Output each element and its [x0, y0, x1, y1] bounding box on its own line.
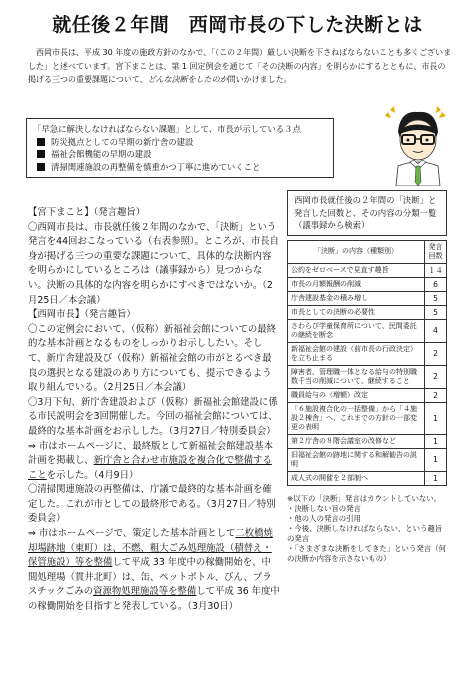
table-row [288, 342, 447, 365]
note-line: ※以下の「決断」発言はカウントしていない。 [287, 493, 442, 503]
table-row [288, 448, 447, 471]
row-label: 市長としての決断の必要性 [288, 305, 425, 319]
square-bullet-icon [37, 163, 45, 171]
text-span: して平成 33 年度中の稼働開始を、中間処理場（貫井北町）は、缶、ペットボトル、びん、プラスチックごみの [28, 557, 272, 598]
row-label: さわらび学童保育所について、民間委託の継続を断念 [288, 319, 425, 342]
row-label: 市長の月額報酬の削減 [288, 277, 425, 291]
note-line: ・今後、決断しなければならない、という趣旨の発言 [287, 523, 443, 543]
text-span: ⇒ 市はホームページで、策定した基本計画として [28, 528, 236, 540]
text-span: して平成 36 年度中の稼働開始を目指すと発表している。（3月30日） [28, 586, 280, 613]
dialogue-paragraph: 〇3月下旬、新庁舎建設および（仮称）新福祉会館建設に係る市民説明会を3回開催した。今回の福祉会館については、最終的な基本計画をお示しした。（3月27日／特別委員会） [28, 396, 278, 437]
dialogue-paragraph: 〇この定例会において、（仮称）新福祉会館についての最終的な基本計画となるものをしっかりお示ししたい。そして、新庁舎建設及び（仮称）新福祉会館の市がとるべき最良の選択となる建設のあり方についても、提示できるよう取り組んでいる。（2月25日／本会議） [28, 323, 277, 394]
row-count: １４ [425, 263, 447, 277]
table-row [288, 402, 447, 434]
table-row [288, 319, 447, 342]
summary-item [33, 148, 327, 161]
note-line: ・他の人の発言の引用 [287, 513, 361, 523]
table-row [288, 434, 447, 448]
page-title: 就任後２年間 西岡市長の下した決断とは [52, 14, 423, 36]
row-count: 2 [425, 342, 447, 365]
square-bullet-icon [37, 150, 45, 158]
table-row [288, 305, 447, 319]
intro-text-end: 問いかけました。 [227, 75, 292, 84]
dialogue-paragraph [28, 440, 280, 484]
row-count: 1 [425, 448, 447, 471]
row-label: 新福祉会館の建設（前市長の行政決定）を立ち止まる [288, 342, 425, 365]
decision-table-column [287, 190, 447, 564]
summary-item-text: 清掃関連施設の再整備を慎重かつ丁寧に進めていくこと [51, 161, 261, 172]
square-bullet-icon [37, 138, 45, 146]
table-row [288, 277, 447, 291]
summary-item-text: 福祉会館機能の早期の建設 [51, 149, 152, 159]
row-count: 1 [425, 471, 447, 485]
row-count: 1 [425, 434, 447, 448]
row-label: 障害者、管理職一体となる給与の特別職数千当の削減について、継続すること [288, 365, 425, 388]
summary-item [33, 136, 327, 149]
note-line: ・「さまざまな決断をしてきた」という発言（何の決断か内容を示さないもの） [287, 543, 446, 563]
row-count: 4 [425, 319, 447, 342]
row-count: 2 [425, 388, 447, 402]
dialogue-paragraph [28, 527, 280, 615]
header-content: 「決断」の内容（種類別） [288, 240, 425, 263]
row-count: 5 [425, 305, 447, 319]
summary-item-text: 防災拠点としての早期の新庁舎の建設 [51, 136, 194, 147]
row-label: 第２庁舎の８階会議室の改修など [288, 434, 425, 448]
table-row [288, 291, 447, 305]
row-count: 5 [425, 291, 447, 305]
note-line: ・決断しない旨の発言 [287, 503, 361, 513]
row-label: 公約をゼロベースで見直す趣旨 [288, 263, 425, 277]
row-label: 旧福祉会館の跡地に関する和解勧告の説明 [288, 448, 425, 471]
table-row [288, 263, 447, 277]
underlined-text: 二枚橋焼却場跡地（東町）は、不燃、粗大ごみ処理施設（積替え・保管施設）等を整備 [28, 528, 273, 569]
intro-paragraph [28, 46, 452, 87]
header-count: 発言回数 [425, 240, 447, 263]
decision-count-table [287, 240, 447, 486]
table-row [288, 388, 447, 402]
underlined-text: 新庁舎と合わせ市施設を複合化で整備すること [28, 455, 272, 481]
summary-box [26, 118, 334, 178]
table-header-row [288, 240, 447, 263]
speaker-heading: 【西岡市長】（発言趣旨） [28, 309, 136, 321]
mascot-illustration-icon [382, 104, 452, 186]
underlined-text: 資源物処理施設等を整備 [93, 586, 197, 598]
table-row [288, 471, 447, 485]
row-count: 1 [425, 402, 447, 434]
table-caption: 西岡市長就任後の２年間の「決断」と発言した回数と、その内容の分類一覧（議事録から検索） [287, 190, 447, 236]
speaker-heading: 【宮下まこと】（発言趣旨） [28, 207, 146, 218]
row-label: 職員給与の（増額）改定 [288, 388, 425, 402]
summary-item [33, 161, 327, 174]
row-count: 6 [425, 277, 447, 291]
table-notes [287, 494, 447, 564]
table-row [288, 365, 447, 388]
table-body [288, 263, 447, 485]
intro-text: 西岡市長は、平成 30 年度の施政方針のなかで、「（この２年間）厳しい決断を下さねばならないことも多くございました」と述べています。宮下まことは、第 1 回定例会を通じて「その決断の内容」を明らかにするとともに、市長の掲げる三つの重要課題について、 [28, 48, 452, 84]
dialogue-paragraph: 〇西岡市長は、市長就任後２年間のなかで、「決断」という発言を44回おこなっている（右表参照）。ところが、市長自身が掲げる三つの重要な課題について、具体的な決断内容を明らかにしているところは（議事録から）見つからない。決断の具体的な内容を明らかにすべきではないか。（2月25日／本会議） [28, 221, 279, 306]
summary-heading: 「早急に解決しなければならない課題」として、市長が示している３点 [33, 124, 301, 134]
dialogue-paragraph: 〇清掃関連施設の再整備は、庁議で最終的な基本計画を確定した。これが市としての最終形である。（3月27日／特別委員会） [28, 484, 276, 525]
row-label: 庁舎建設基金の積み増し [288, 291, 425, 305]
text-span: を示した。（4月9日） [46, 469, 139, 481]
row-label: 「６施設複合化の一括整備」から「４施設２棟舎」へ、これまでの方針の一部変更の表明 [288, 402, 425, 434]
row-label: 成人式の開催を２部制へ [288, 471, 425, 485]
row-count: 2 [425, 365, 447, 388]
text-span: ⇒ 市はホームページに、最終版として新福祉会館建設基本計画を掲載し、 [28, 440, 274, 467]
dialogue-column [28, 206, 280, 615]
intro-emphasis: どんな決断をしたのか [147, 75, 228, 84]
